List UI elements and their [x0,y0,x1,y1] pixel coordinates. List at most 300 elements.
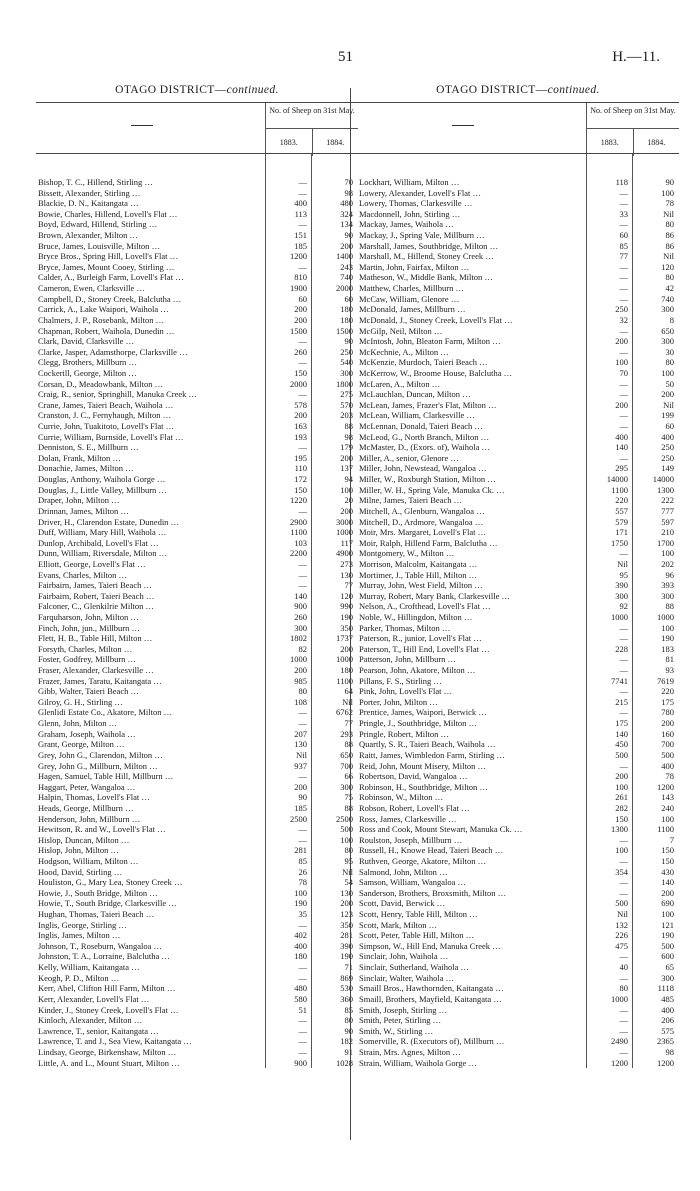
sheep-1883-cell: 1000 [611,993,628,1004]
sheep-1884-cell: 400 [661,760,674,771]
sheep-1883-cell: 108 [294,696,307,707]
sheep-1884-cell: 200 [340,898,353,909]
owner-cell: Cranston, J. C., Fernyhaugh, Milton … [36,410,265,421]
owner-cell: Hodgson, William, Milton … [36,856,265,867]
table-row [357,506,679,517]
sheep-1884-cell: 150 [661,856,674,866]
sheep-1883-cell: — [619,421,628,432]
owner-cell: Marshall, M., Hillend, Stoney Creek … [357,251,586,262]
sheep-1884-cell: 300 [661,304,674,315]
table-row [36,633,358,644]
sheep-1884-cell: 869 [340,972,353,983]
table-row [357,262,679,273]
table-row [36,951,358,962]
sheep-1883-cell: 80 [298,686,307,697]
sheep-1884-cell: 200 [661,718,674,729]
sheep-1883-cell: 260 [294,611,307,622]
sheep-1883-cell: — [619,951,628,962]
sheep-1884-cell: 180 [340,314,353,325]
sheep-1883-cell: 250 [615,304,628,315]
sheep-1883-cell: 557 [615,505,628,516]
sheep-1883-cell: 985 [294,675,307,686]
owner-cell: Smith, Joseph, Stirling … [357,1005,586,1016]
sheep-1883-cell: — [298,771,307,782]
sheep-1883-cell: — [619,633,628,644]
sheep-1883-cell: 132 [615,919,628,930]
sheep-1884-cell: 350 [340,622,353,633]
table-row [36,654,358,665]
table-row [357,272,679,283]
table-row [36,198,358,209]
sheep-1883-cell: — [298,1046,307,1057]
sheep-1884-cell: 293 [340,728,353,739]
sheep-count-label: No. of Sheep on 31st May. [587,103,679,129]
table-row [357,517,679,528]
sheep-1884-cell: 360 [340,993,353,1004]
sheep-1883-cell: — [619,877,628,888]
sheep-1884-cell: 2000 [336,283,353,294]
sheep-1883-cell: 100 [294,887,307,898]
sheep-1883-cell: — [619,972,628,983]
sheep-1883-cell: 103 [294,537,307,548]
sheep-1883-cell: 390 [615,580,628,591]
sheep-1883-cell: — [619,410,628,421]
owner-cell: Mackay, J., Spring Vale, Millburn … [357,230,586,241]
table-row [357,994,679,1005]
sheep-1883-cell: 40 [619,962,628,973]
sheep-1884-cell: 93 [665,665,674,676]
sheep-1883-cell: 80 [619,983,628,994]
table-row [357,421,679,432]
owner-cell: Kinder, J., Stoney Creek, Lovell's Flat … [36,1005,265,1016]
sheep-1884-cell: 7619 [657,675,674,686]
sheep-1883-cell: 171 [615,527,628,538]
table-row [36,1015,358,1026]
sheep-1884-cell: 206 [661,1015,674,1026]
owner-cell: Roulston, Joseph, Millburn … [357,835,586,846]
sheep-1883-cell: — [298,219,307,230]
table-row [357,357,679,368]
sheep-1884-cell: 300 [340,781,353,792]
table-row [357,824,679,835]
sheep-1883-cell: — [619,1046,628,1057]
owner-cell: Robinson, H., Southbridge, Milton … [357,782,586,793]
sheep-1884-cell: 300 [340,367,353,378]
sheep-1883-cell: — [619,378,628,389]
sheep-1884-cell: 200 [340,240,353,251]
table-row [36,697,358,708]
owner-cell: Inglis, James, Milton … [36,930,265,941]
year-header-1884: 1884. [633,129,680,156]
sheep-1883-cell: 228 [615,643,628,654]
table-row [357,761,679,772]
sheep-1884-cell: 86 [665,240,674,251]
sheep-1884-cell: 71 [344,962,353,973]
sheep-1883-cell: 1100 [611,484,628,495]
sheep-1883-cell: — [619,622,628,633]
owner-cell: Halpin, Thomas, Lovell's Flat … [36,792,265,803]
owner-cell: Bryce Bros., Spring Hill, Lovell's Flat … [36,251,265,262]
sheep-1883-cell: 281 [294,845,307,856]
table-row [36,676,358,687]
sheep-1884-cell: 42 [665,283,674,294]
table-row [357,888,679,899]
document-code: H.—11. [612,49,660,65]
sheep-1883-cell: — [619,1004,628,1015]
table-row [36,750,358,761]
sheep-1884-cell: 160 [661,728,674,739]
sheep-1884-cell: 200 [340,505,353,516]
sheep-1884-cell: 990 [340,601,353,612]
sheep-1884-cell: 180 [340,304,353,315]
sheep-1884-cell: 94 [344,474,353,485]
table-row [357,676,679,687]
sheep-1883-cell: — [298,336,307,347]
sheep-1883-cell: 220 [615,495,628,506]
owner-cell: Glenlidi Estate Co., Akatore, Milton … [36,707,265,718]
owner-cell: Scott, Henry, Table Hill, Milton … [357,909,586,920]
sheep-1884-cell: 88 [344,421,353,432]
sheep-1884-cell: 200 [661,389,674,400]
owner-cell: Blackie, D. N., Kaitangata … [36,198,265,209]
table-row [36,686,358,697]
table-row [36,941,358,952]
owner-cell: Kelly, William, Kaitangata … [36,962,265,973]
sheep-1884-cell: Nil [342,696,353,707]
sheep-1884-cell: 190 [340,951,353,962]
table-row [36,973,358,984]
sheep-1883-cell: 810 [294,272,307,283]
sheep-1884-cell: 690 [661,898,674,909]
sheep-1883-cell: 185 [294,240,307,251]
table-row [357,559,679,570]
owner-cell: Corsan, D., Meadowbank, Milton … [36,379,265,390]
sheep-1884-cell: 149 [661,463,674,474]
table-row [357,251,679,262]
sheep-1884-cell: 1000 [657,611,674,622]
owner-cell: Glenn, John, Milton … [36,718,265,729]
owner-cell: Grey, John G., Millburn, Milton … [36,761,265,772]
owner-cell: Forsyth, Charles, Milton … [36,644,265,655]
owner-cell: McKechnie, A., Milton … [357,347,586,358]
sheep-1884-cell: 88 [665,601,674,612]
table-row [36,548,358,559]
owner-cell: Fairbairn, James, Taieri Beach … [36,580,265,591]
sheep-1884-cell: 77 [344,580,353,591]
sheep-1883-cell: 1750 [611,537,628,548]
sheep-1883-cell: — [619,187,628,198]
sheep-1883-cell: — [298,261,307,272]
sheep-1884-cell: 86 [665,230,674,241]
sheep-1883-cell: 300 [294,622,307,633]
sheep-1883-cell: 193 [294,431,307,442]
sheep-1884-cell: 100 [661,622,674,633]
sheep-1884-cell: 1737 [336,633,353,644]
sheep-1883-cell: — [298,972,307,983]
sheep-1884-cell: 80 [665,219,674,230]
owner-cell: Kerr, Abel, Clifton Hill Farm, Milton … [36,983,265,994]
table-row [357,389,679,400]
owner-cell: Strain, Mrs. Agnes, Milton … [357,1047,586,1058]
owner-cell: Fairbairn, Robert, Taieri Beach … [36,591,265,602]
table-row [357,219,679,230]
table-body [357,154,679,1068]
sheep-1884-cell: 500 [661,749,674,760]
sheep-1883-cell: 85 [298,856,307,866]
sheep-1884-cell: 60 [665,421,674,432]
table-row [357,485,679,496]
owner-cell: Salmond, John, Milton … [357,867,586,878]
owner-cell: Morrison, Malcolm, Kaitangata … [357,559,586,570]
sheep-1883-cell: — [298,1025,307,1036]
table-row [357,463,679,474]
table-row [357,612,679,623]
owner-cell: McGilp, Neil, Milton … [357,326,586,337]
sheep-1884-cell: 120 [661,261,674,272]
sheep-1883-cell: — [298,962,307,973]
owner-cell: Mitchell, D., Ardmore, Wangaloa … [357,517,586,528]
table-row [357,1047,679,1058]
table-row [357,941,679,952]
sheep-1883-cell: 60 [619,230,628,241]
owner-cell: Hislop, Duncan, Milton … [36,835,265,846]
table-row [36,983,358,994]
sheep-1883-cell: — [298,1015,307,1026]
sheep-1883-cell: 579 [615,516,628,527]
sheep-1883-cell: — [298,357,307,368]
table-row [36,845,358,856]
sheep-1883-cell: — [298,389,307,400]
owner-cell: Miller, A., senior, Glenore … [357,453,586,464]
sheep-1884-cell: 250 [340,346,353,357]
table-row [36,814,358,825]
owner-cell: Boyd, Edward, Hillend, Stirling … [36,219,265,230]
owner-cell: Paterson, T., Hill End, Lovell's Flat … [357,644,586,655]
owner-cell: McLauchlan, Duncan, Milton … [357,389,586,400]
owner-cell: Smith, Peter, Stirling … [357,1015,586,1026]
table-row [36,782,358,793]
owner-cell: Little, A. and L., Mount Stuart, Milton … [36,1058,265,1069]
owner-cell: McLaren, A., Milton … [357,379,586,390]
sheep-1884-cell: 8 [669,314,674,325]
owner-cell: Douglas, Anthony, Waihola Gorge … [36,474,265,485]
sheep-1884-cell: 100 [340,834,353,845]
sheep-1884-cell: 390 [340,940,353,951]
sheep-1883-cell: — [619,198,628,209]
sheep-1883-cell: 282 [615,802,628,813]
table-row [36,559,358,570]
sheep-1884-cell: 250 [661,442,674,453]
table-row [357,601,679,612]
table-row [357,951,679,962]
page-number: 51 [338,49,353,65]
sheep-1884-cell: 78 [665,198,674,209]
sheep-1884-cell: 700 [340,760,353,771]
owner-cell: Russell, H., Knowe Head, Taieri Beach … [357,845,586,856]
sheep-1883-cell: — [298,442,307,453]
sheep-1884-cell: Nil [663,251,674,262]
sheep-1884-cell: 199 [661,410,674,421]
sheep-1883-cell: 2000 [290,378,307,389]
sheep-1883-cell: 35 [298,909,307,920]
sheep-1883-cell: — [619,548,628,559]
owner-cell: Somerville, R. (Executors of), Millburn … [357,1036,586,1047]
sheep-1884-cell: 530 [340,983,353,994]
owner-cell: Sanderson, Brothers, Broxsmith, Milton … [357,888,586,899]
sheep-1883-cell: 150 [294,484,307,495]
table-row [36,315,358,326]
table-row [357,739,679,750]
owner-cell: Howie, T., South Bridge, Clarkesville … [36,898,265,909]
table-row [357,410,679,421]
sheep-1884-cell: 182 [340,1036,353,1047]
sheep-1883-cell: 1200 [290,251,307,262]
sheep-1884-cell: 500 [340,824,353,835]
sheep-1883-cell: 130 [294,739,307,750]
owner-cell: Miller, W. H., Spring Vale, Manuka Ck. … [357,485,586,496]
owner-cell: Graham, Joseph, Waihola … [36,729,265,740]
table-column-left [36,84,358,1068]
sheep-1883-cell: 163 [294,421,307,432]
sheep-1883-cell: 51 [298,1004,307,1015]
sheep-1883-cell: 151 [294,230,307,241]
sheep-1884-cell: 200 [340,643,353,654]
sheep-1884-cell: 150 [661,845,674,856]
owner-cell: Dunlop, Archibald, Lovell's Flat … [36,538,265,549]
sheep-1883-cell: — [619,654,628,665]
table-row [36,761,358,772]
table-row [36,962,358,973]
owner-cell: Frazer, James, Taratu, Kaitangata … [36,676,265,687]
sheep-1883-cell: — [298,919,307,930]
sheep-1884-cell: 96 [665,569,674,580]
table-row [36,803,358,814]
owner-cell: Clegg, Brothers, Millburn … [36,357,265,368]
owner-cell: Marshall, James, Southbridge, Milton … [357,241,586,252]
sheep-1884-cell: 130 [340,887,353,898]
sheep-1884-cell: 64 [344,686,353,697]
owner-cell: Chalmers, J. P., Rosebank, Milton … [36,315,265,326]
table-row [36,506,358,517]
sheep-1884-cell: 250 [661,452,674,463]
sheep-1883-cell: 100 [615,845,628,856]
sheep-1883-cell: 200 [615,399,628,410]
owner-cell: Kinloch, Alexander, Milton … [36,1015,265,1026]
owner-cell: Hood, David, Stirling … [36,867,265,878]
table-row [36,835,358,846]
sheep-1883-cell: — [298,834,307,845]
table-row [36,432,358,443]
sheep-1884-cell: 273 [340,558,353,569]
owner-cell: Pillans, F. S., Stirling … [357,676,586,687]
table-row [357,644,679,655]
table-row [357,1026,679,1037]
sheep-1884-cell: 780 [661,707,674,718]
owner-cell: Henderson, John, Millburn … [36,814,265,825]
sheep-1883-cell: 90 [298,792,307,803]
table-row [357,304,679,315]
owner-cell: Sinclair, Sutherland, Waihola … [357,962,586,973]
table-row [36,792,358,803]
table-row [357,177,679,188]
owner-cell: Flett, H. B., Table Hill, Milton … [36,633,265,644]
sheep-1884-cell: 597 [661,516,674,527]
table-row [357,379,679,390]
owner-cell: Kerr, Alexander, Lovell's Flat … [36,994,265,1005]
owner-cell: McLeod, G., North Branch, Milton … [357,432,586,443]
table-row [36,1058,358,1069]
sheep-1884-cell: 100 [340,484,353,495]
sheep-1883-cell: 900 [294,601,307,612]
table-row [357,580,679,591]
owner-cell: Howie, J., South Bridge, Milton … [36,888,265,899]
owner-cell: Foster, Godfrey, Millburn … [36,654,265,665]
owner-cell: Ruthven, George, Akatore, Milton … [357,856,586,867]
sheep-1883-cell: 7741 [611,675,628,686]
sheep-1883-cell: 400 [294,940,307,951]
sheep-1883-cell: 70 [619,367,628,378]
sheep-1883-cell: — [619,261,628,272]
sheep-1883-cell: 118 [615,177,628,187]
table-row [357,973,679,984]
sheep-1883-cell: 2490 [611,1036,628,1047]
sheep-1883-cell: 32 [619,314,628,325]
table-row [357,983,679,994]
owner-cell: Macdonnell, John, Stirling … [357,209,586,220]
table-row [36,644,358,655]
owner-cell: Robertson, David, Wangaloa … [357,771,586,782]
sheep-1883-cell: 1220 [290,495,307,506]
table-row [36,453,358,464]
table-row [36,665,358,676]
table-row [357,1015,679,1026]
owner-cell: Ross, James, Clarkesville … [357,814,586,825]
table-row [357,495,679,506]
sheep-1884-cell: 2365 [657,1036,674,1047]
sheep-1884-cell: 98 [344,187,353,198]
table-row [36,601,358,612]
sheep-1883-cell: — [619,834,628,845]
sheep-1883-cell: 580 [294,993,307,1004]
sheep-count-header [265,103,358,153]
sheep-1883-cell: — [619,272,628,283]
table-row [36,463,358,474]
sheep-1883-cell: 200 [294,665,307,676]
owner-cell: Lowery, Thomas, Clarkesville … [357,198,586,209]
table-row [36,389,358,400]
table-row [357,347,679,358]
sheep-1884-cell: 70 [344,177,353,187]
sheep-1883-cell: 207 [294,728,307,739]
owner-cell: Finch, John, jun., Millburn … [36,623,265,634]
table-row [357,432,679,443]
table-row [357,665,679,676]
sheep-1883-cell: — [619,856,628,866]
owner-cell: Miller, John, Newstead, Wangaloa … [357,463,586,474]
owner-cell: Drinnan, James, Milton … [36,506,265,517]
table-row [357,750,679,761]
sheep-1884-cell: 100 [661,909,674,920]
sheep-1884-cell: 98 [344,431,353,442]
sheep-1884-cell: 275 [340,389,353,400]
table-row [36,718,358,729]
owner-cell: Cockerill, George, Milton … [36,368,265,379]
sheep-1883-cell: 33 [619,208,628,219]
table-row [357,718,679,729]
sheep-1883-cell: 1802 [290,633,307,644]
table-row [36,930,358,941]
sheep-1883-cell: — [619,1025,628,1036]
